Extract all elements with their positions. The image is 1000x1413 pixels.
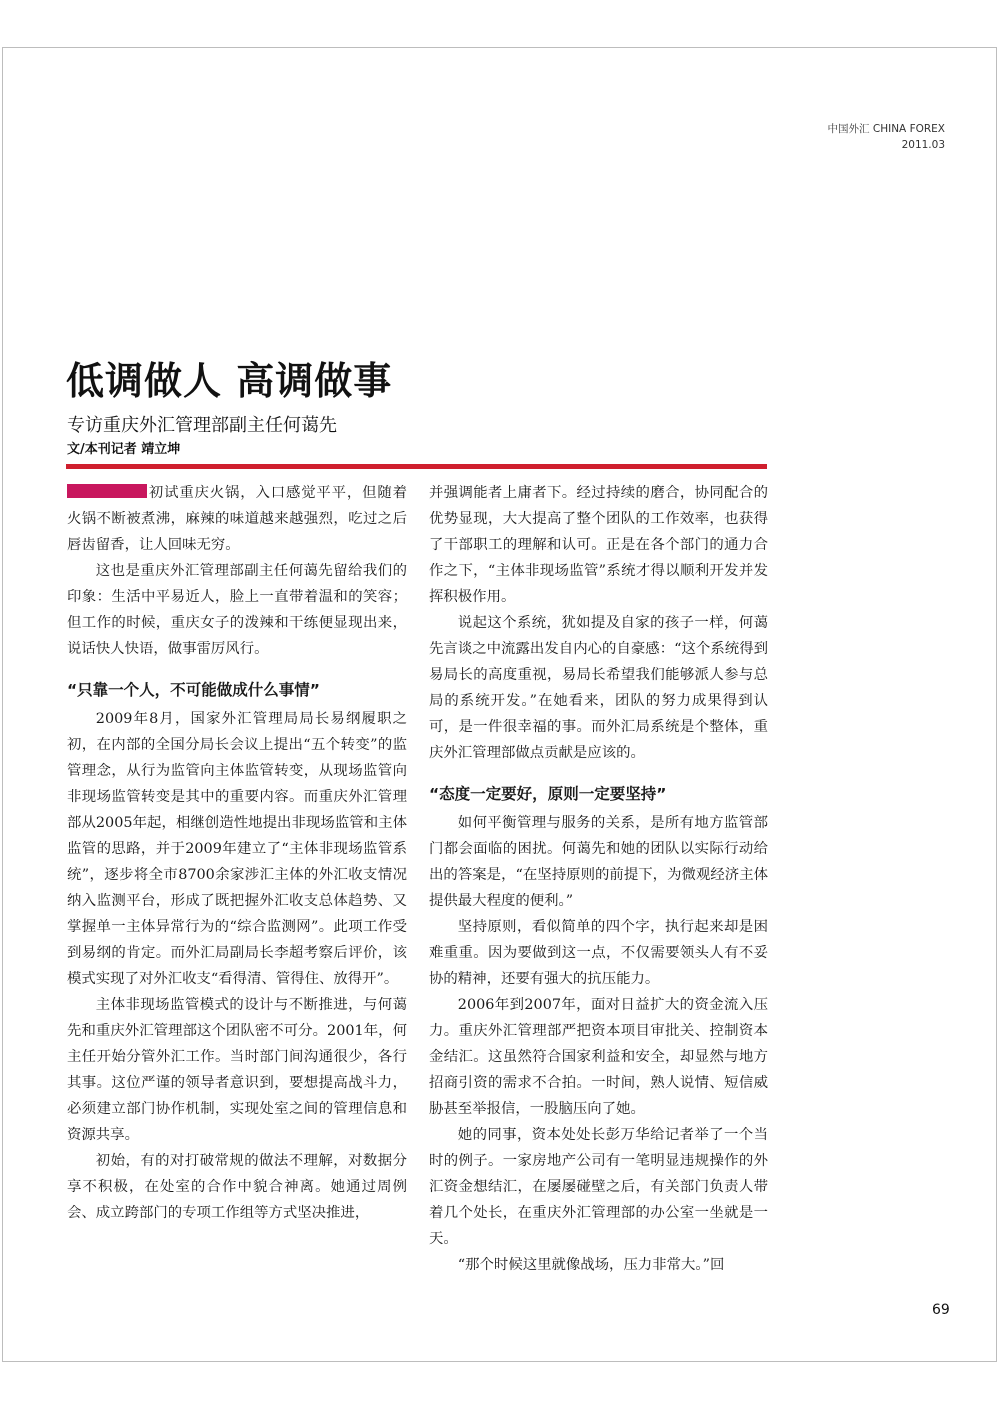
paragraph: 坚持原则，看似简单的四个字，执行起来却是困难重重。因为要做到这一点，不仅需要领头人有不妥协的精神，还要有强大的抗压能力。 — [429, 919, 768, 987]
paragraph: 初始，有的对打破常规的做法不理解，对数据分享不积极，在处室的合作中貌合神离。她通过周例会、成立跨部门的专项工作组等方式坚决推进， — [67, 1153, 407, 1221]
paragraph — [67, 480, 407, 558]
right-column — [429, 480, 768, 1278]
paragraph: 主体非现场监管模式的设计与不断推进，与何蔼先和重庆外汇管理部这个团队密不可分。2001年，何主任开始分管外汇工作。当时部门间沟通很少，各行其事。这位严谨的领导者意识到，要想提高战斗力，必须建立部门协作机制，实现处室之间的管理信息和资源共享。 — [67, 997, 407, 1143]
section-heading: “只靠一个人，不可能做成什么事情” — [67, 681, 320, 699]
paragraph: 说起这个系统，犹如提及自家的孩子一样，何蔼先言谈之中流露出发自内心的自豪感：“这个系统得到易局长的高度重视，易局长希望我们能够派人参与总局的系统开发。”在她看来，团队的努力成果得到认可，是一件很幸福的事。而外汇局系统是个整体，重庆外汇管理部做点贡献是应该的。 — [429, 615, 768, 761]
magazine-name: 中国外汇 CHINA FOREX — [827, 123, 945, 135]
article-byline: 文/本刊记者 靖立坤 — [67, 442, 181, 457]
issue-date: 2011.03 — [901, 139, 945, 151]
title-rule — [66, 464, 767, 469]
paragraph: 她的同事，资本处处长彭万华给记者举了一个当时的例子。一家房地产公司有一笔明显违规操作的外汇资金想结汇，在屡屡碰壁之后，有关部门负责人带着几个处长，在重庆外汇管理部的办公室一坐就是一天。 — [429, 1127, 768, 1247]
running-header — [828, 121, 945, 153]
article-subtitle: 专访重庆外汇管理部副主任何蔼先 — [67, 415, 337, 436]
section-heading: “态度一定要好，原则一定要坚持” — [429, 785, 667, 803]
paragraph: 这也是重庆外汇管理部副主任何蔼先留给我们的印象：生活中平易近人，脸上一直带着温和的笑容；但工作的时候，重庆女子的泼辣和干练便显现出来，说话快人快语，做事雷厉风行。 — [67, 563, 407, 657]
paragraph: 如何平衡管理与服务的关系，是所有地方监管部门都会面临的困扰。何蔼先和她的团队以实际行动给出的答案是，“在坚持原则的前提下，为微观经济主体提供最大程度的便利。” — [429, 815, 768, 909]
page-number: 69 — [932, 1302, 950, 1318]
article-title: 低调做人 高调做事 — [66, 359, 393, 403]
left-column — [67, 480, 407, 1226]
dropcap-bar — [67, 484, 147, 498]
paragraph-text: 初试重庆火锅，入口感觉平平，但随着火锅不断被煮沸，麻辣的味道越来越强烈，吃过之后唇齿留香，让人回味无穷。 — [67, 485, 407, 553]
paragraph: 2006年到2007年，面对日益扩大的资金流入压力。重庆外汇管理部严把资本项目审批关、控制资本金结汇。这虽然符合国家利益和安全，却显然与地方招商引资的需求不合拍。一时间，熟人说情、短信威胁甚至举报信，一股脑压向了她。 — [429, 997, 768, 1117]
paragraph: 并强调能者上庸者下。经过持续的磨合，协同配合的优势显现，大大提高了整个团队的工作效率，也获得了干部职工的理解和认可。正是在各个部门的通力合作之下，“主体非现场监管”系统才得以顺利开发并发挥积极作用。 — [429, 485, 768, 605]
paragraph: “那个时候这里就像战场，压力非常大。”回 — [457, 1257, 725, 1273]
paragraph: 2009年8月，国家外汇管理局局长易纲履职之初，在内部的全国分局长会议上提出“五个转变”的监管理念，从行为监管向主体监管转变，从现场监管向非现场监管转变是其中的重要内容。而重庆外汇管理部从2005年起，相继创造性地提出非现场监管和主体监管的思路，并于2009年建立了“主体非现场监管系统”，逐步将全市8700余家涉汇主体的外汇收支情况纳入监测平台，形成了既把握外汇收支总体趋势、又掌握单一主体异常行为的“综合监测网”。此项工作受到易纲的肯定。而外汇局副局长李超考察后评价，该模式实现了对外汇收支“看得清、管得住、放得开”。 — [67, 711, 407, 987]
